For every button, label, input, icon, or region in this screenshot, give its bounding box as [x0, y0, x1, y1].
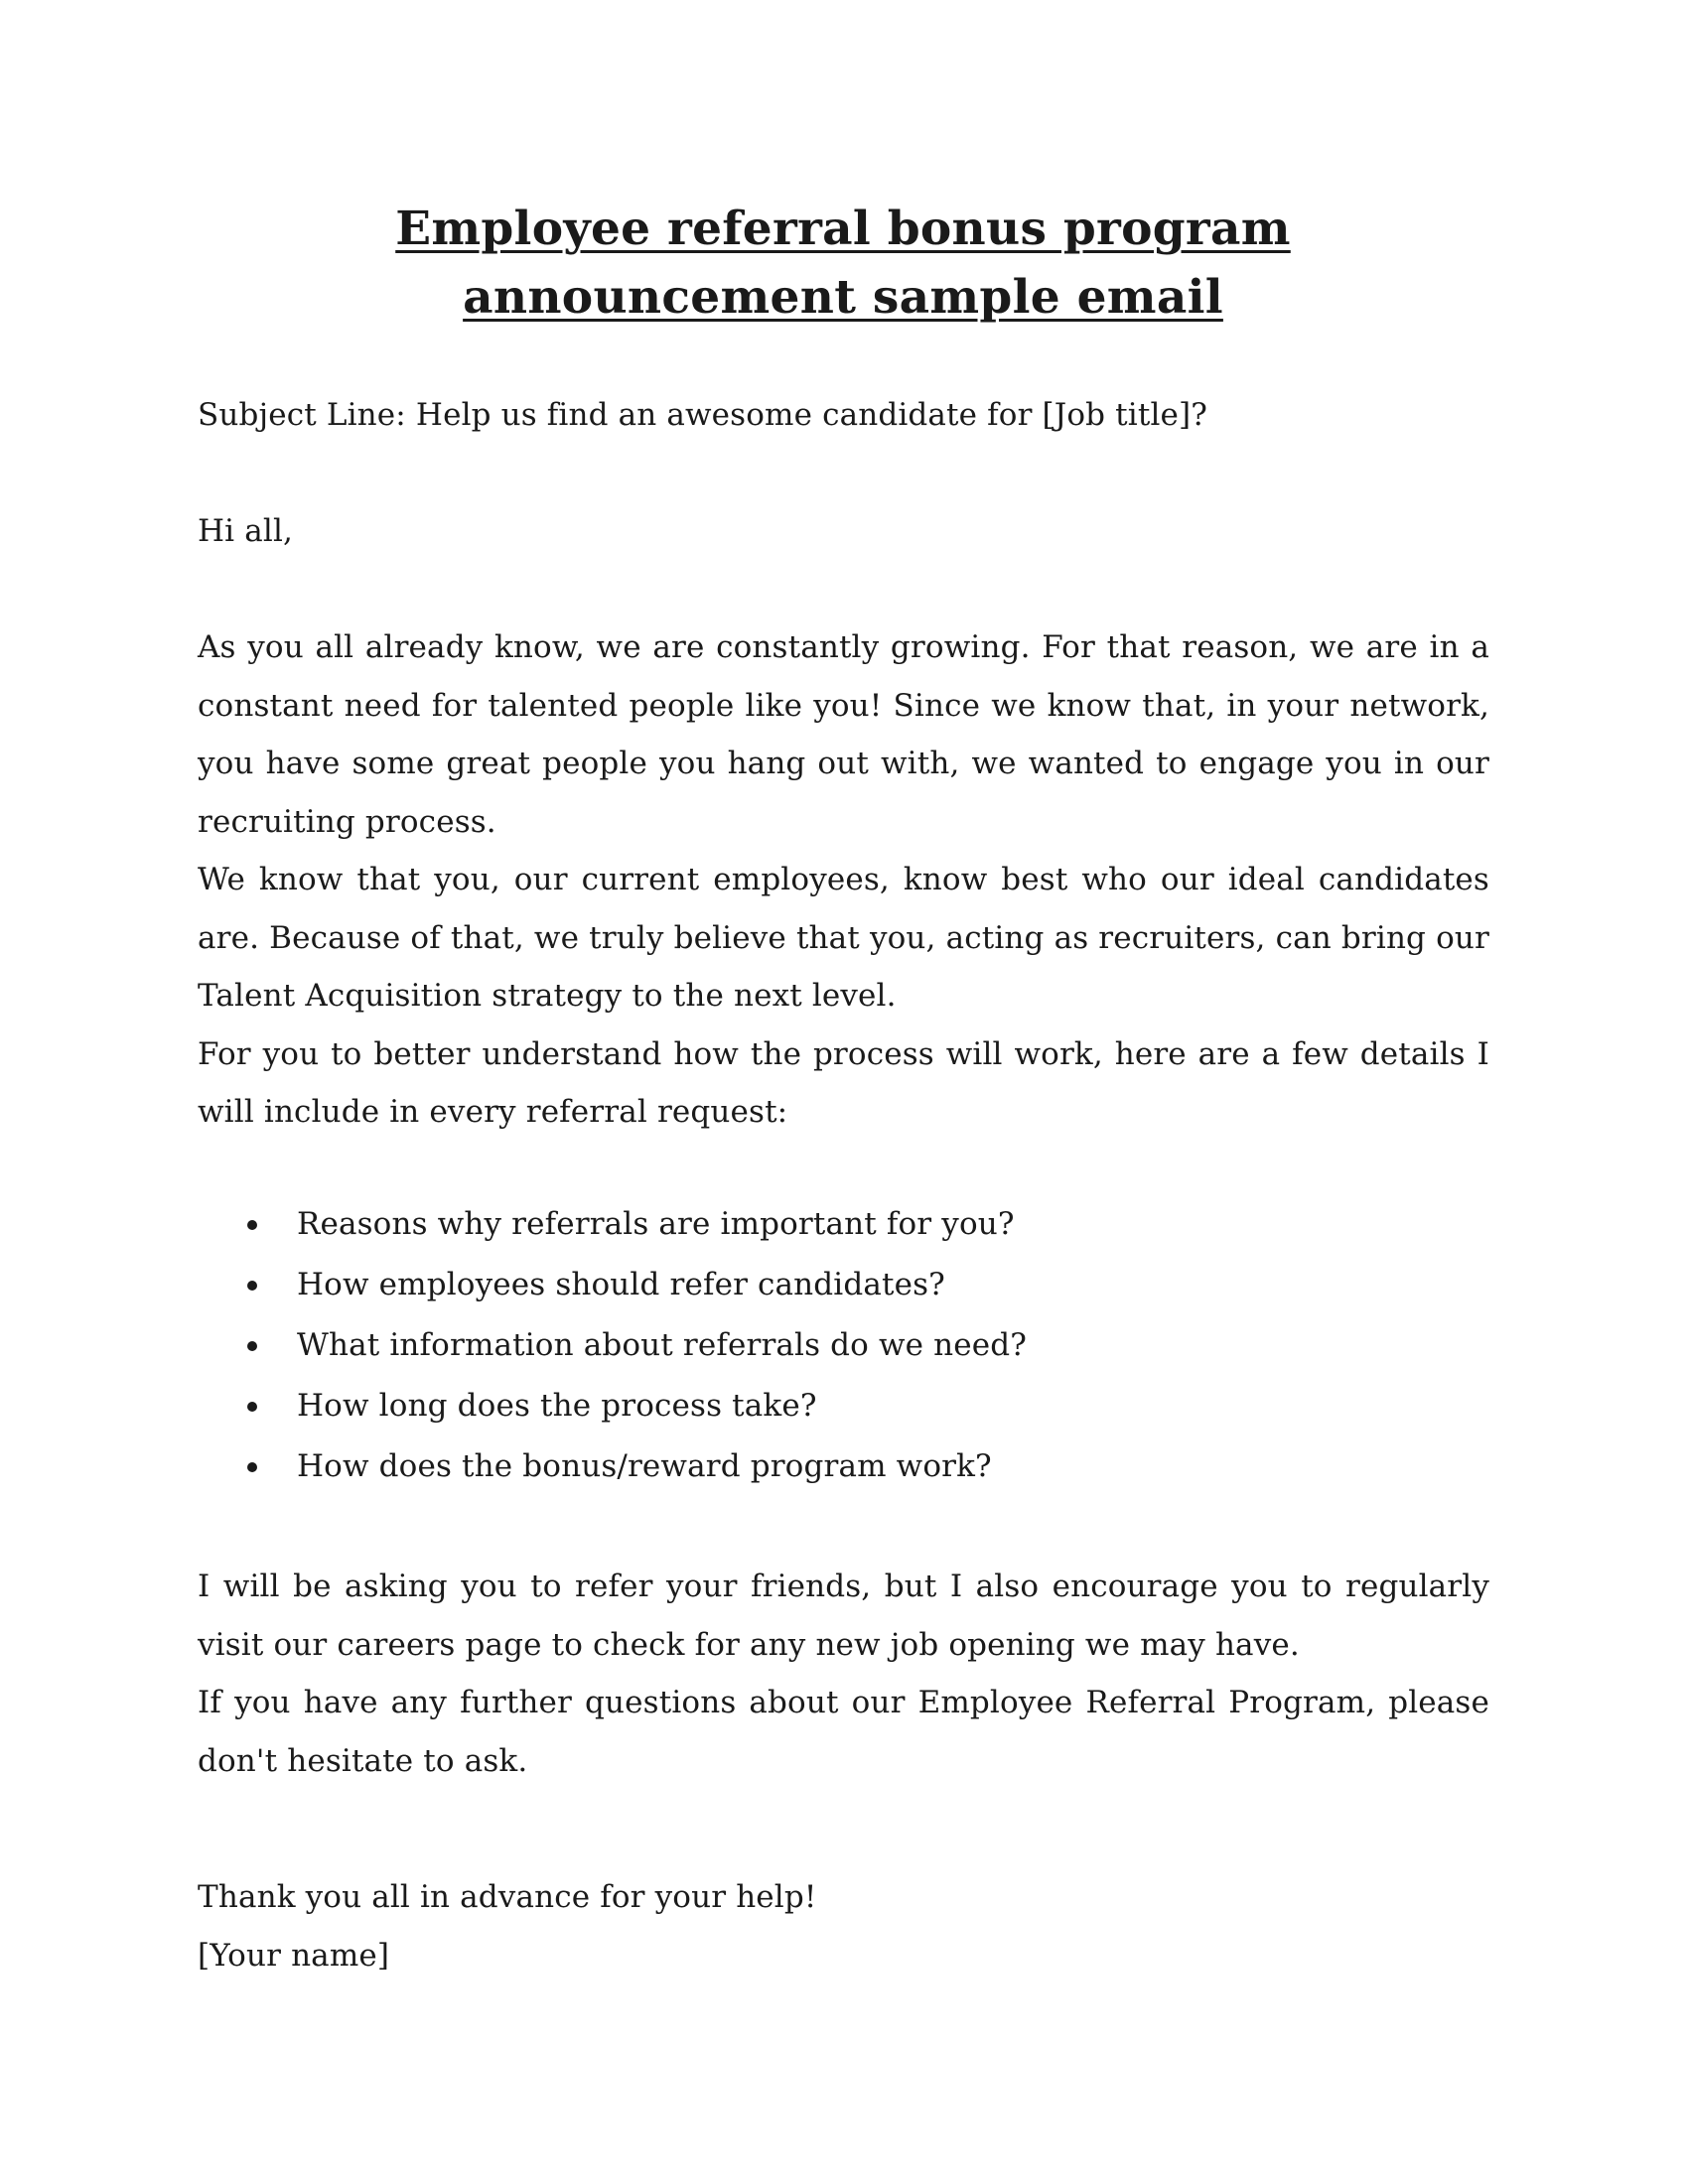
paragraph-careers: I will be asking you to refer your friends, but I also encourage you to regularly visit our careers page to check for any new job opening we may have. — [198, 1569, 1489, 1663]
greeting: Hi all, — [198, 513, 294, 549]
bullet-icon — [247, 1220, 257, 1230]
list-item — [198, 1194, 1488, 1255]
list-item — [198, 1255, 1488, 1315]
closing-paragraphs — [198, 1558, 1489, 1790]
signature: [Your name] — [198, 1937, 390, 1974]
paragraph-process: For you to better understand how the process will work, here are a few details I will include in every referral request: — [198, 1035, 1489, 1130]
list-item-text: Reasons why referrals are important for you? — [297, 1206, 1015, 1242]
list-item-text: How does the bonus/reward program work? — [297, 1448, 992, 1484]
subject-line: Subject Line: Help us find an awesome candidate for [Job title]? — [198, 397, 1208, 433]
list-item — [198, 1436, 1488, 1497]
paragraph-employees: We know that you, our current employees, know best who our ideal candidates are. Because of that, we truly believe that you, acting as recruiters, can bring our Talent Acquisition strategy to the next level. — [198, 862, 1489, 1014]
paragraph-questions: If you have any further questions about our Employee Referral Program, please don't hesitate to ask. — [198, 1685, 1489, 1779]
paragraph-intro: As you all already know, we are constantly growing. For that reason, we are in a constant need for talented people like you! Since we know that, in your network, you have some great people you hang out with, we wanted to engage you in our recruiting process. — [198, 629, 1489, 840]
list-item-text: How long does the process take? — [297, 1388, 817, 1424]
thanks-line: Thank you all in advance for your help! — [198, 1879, 817, 1915]
details-list — [198, 1194, 1488, 1497]
bullet-icon — [247, 1402, 257, 1412]
body-paragraphs — [198, 618, 1489, 1142]
list-item — [198, 1315, 1488, 1376]
bullet-icon — [247, 1341, 257, 1351]
list-item-text: What information about referrals do we need? — [297, 1327, 1028, 1363]
list-item — [198, 1376, 1488, 1436]
bullet-icon — [247, 1281, 257, 1291]
list-item-text: How employees should refer candidates? — [297, 1267, 945, 1302]
sign-off — [198, 1868, 1488, 1984]
document-title — [198, 195, 1488, 332]
document-title-text: Employee referral bonus program announcement sample email — [395, 202, 1291, 325]
bullet-icon — [247, 1462, 257, 1472]
